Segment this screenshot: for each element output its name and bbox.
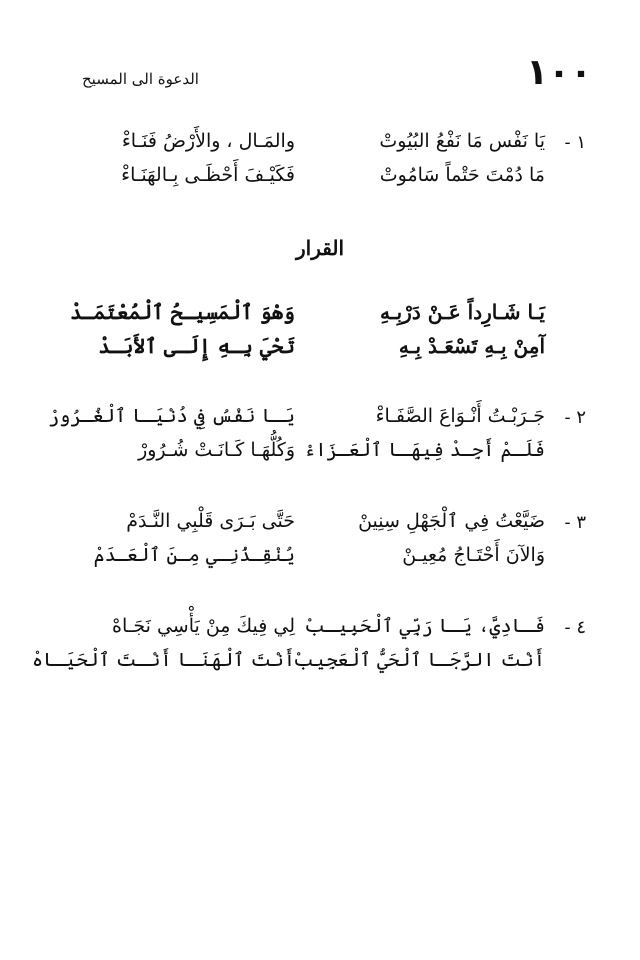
stanza-4 xyxy=(31,615,600,683)
verse-first-hemistich: فَلَـمْ أَجِـدْ فِيهَـا ٱلْعَـزَاءْ xyxy=(304,439,545,461)
verse-line xyxy=(40,334,600,368)
page-header xyxy=(40,50,600,100)
page-number: ١٠٠ xyxy=(526,52,592,93)
verse-line xyxy=(40,615,600,649)
verse-line xyxy=(40,300,600,334)
running-title: الدعوة الى المسيح xyxy=(82,70,199,88)
verse-second-hemistich: وَكُلُّهَـا كَـانَـتْ شُـرُورْ xyxy=(138,439,295,461)
verse-first-hemistich: وَالآنَ أَحْتَـاجُ مُعِيـنْ xyxy=(402,544,545,566)
stanza-3 xyxy=(40,510,600,578)
verse-line xyxy=(40,439,600,473)
verse-first-hemistich: يَا نَفْس مَا نَفْعُ البُيُوتْ xyxy=(379,130,545,152)
stanza-number: ١ - xyxy=(564,132,586,153)
verse-line xyxy=(40,405,600,439)
verse-second-hemistich: أَنْتَ ٱلْهَنَـا أَنْـتَ ٱلْحَيَـاهْ xyxy=(31,649,295,671)
stanza-number: ٢ - xyxy=(564,407,586,428)
stanza-1 xyxy=(40,130,600,198)
chorus xyxy=(40,300,600,368)
verse-second-hemistich: يَـا نَفْسُ فِي دُنْيَـا ٱلْغُـرُورْ xyxy=(48,405,295,427)
verse-first-hemistich: مَا دُمْتَ حَتْماً سَامُوتْ xyxy=(379,164,545,186)
verse-line xyxy=(40,544,600,578)
verse-second-hemistich: وَهْوَ ٱلْمَسِيـحُ ٱلْمُعْتَمَـدْ xyxy=(70,300,295,324)
stanza-2 xyxy=(40,405,600,473)
chorus-title: القرار xyxy=(295,236,345,260)
verse-second-hemistich: تَحْيَ بِـهِ إِلَـى ٱلأَبَـدْ xyxy=(98,334,295,358)
verse-first-hemistich: جَـرَبْـتُ أَنْـوَاعَ الصَّفَـاءْ xyxy=(375,405,545,427)
verse-second-hemistich: فَكَيْـفَ أَحْظَـى بِـالهَنَـاءْ xyxy=(121,164,295,186)
verse-line xyxy=(31,649,600,683)
verse-line xyxy=(40,510,600,544)
stanza-number: ٤ - xyxy=(564,617,586,638)
verse-first-hemistich: يَـا شَـارِداً عَـنْ دَرْبِـهِ xyxy=(380,300,545,324)
verse-first-hemistich: أَنْتَ الرَّجَـا ٱلْحَيُّ ٱلْعَجِيبْ xyxy=(293,649,545,671)
verse-second-hemistich: حَتَّى بَـرَى قَلْبِي النَّـدَمْ xyxy=(126,510,295,532)
verse-first-hemistich: فَـادِيَّ، يَـا رَبِّي ٱلْحَبِيـبْ xyxy=(304,615,545,637)
stanza-number: ٣ - xyxy=(564,512,586,533)
verse-first-hemistich: ضَيَّعْتُ فِي ٱلْجَهْلِ سِنِينْ xyxy=(358,510,545,532)
verse-second-hemistich: لِي فِيكَ مِنْ يَأْسِي نَجَـاهْ xyxy=(112,615,295,637)
verse-second-hemistich: يُنْقِـذُنِـي مِـنَ ٱلْعَـدَمْ xyxy=(93,544,295,566)
verse-first-hemistich: آمِنْ بِـهِ تَسْعَـدْ بِـهِ xyxy=(398,334,545,358)
verse-line xyxy=(40,164,600,198)
verse-second-hemistich: والمَـال ، والأَرْضُ فَنَـاءْ xyxy=(121,130,295,152)
verse-line xyxy=(40,130,600,164)
